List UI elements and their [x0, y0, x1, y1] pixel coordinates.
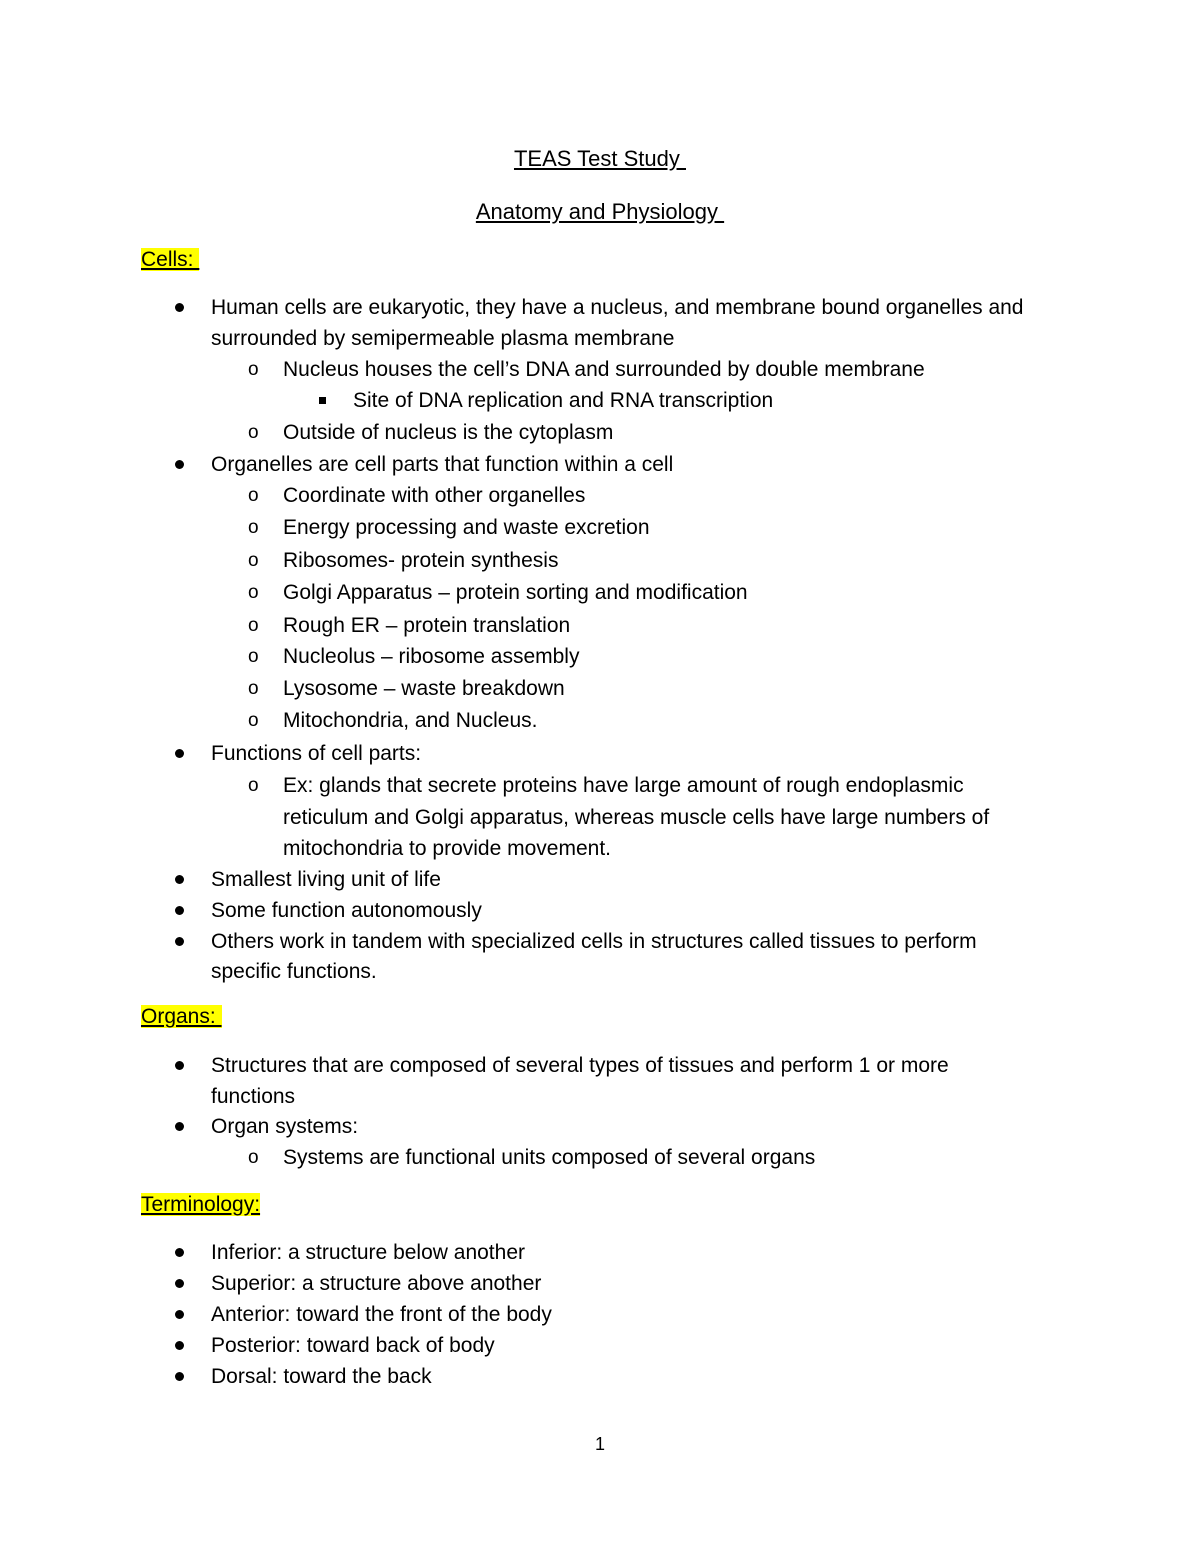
list-item-continuation: surrounded by semipermeable plasma membrane: [211, 327, 675, 350]
sub-list-item-continuation: mitochondria to provide movement.: [283, 837, 611, 860]
sub-list-item: Nucleolus – ribosome assembly: [283, 645, 580, 668]
bullet-circle: o: [248, 775, 259, 796]
bullet-disc: [175, 926, 184, 946]
list-item: Anterior: toward the front of the body: [211, 1303, 552, 1326]
bullet-circle: o: [248, 517, 259, 538]
list-item: Structures that are composed of several types of tissues and perform 1 or more: [211, 1054, 949, 1077]
bullet-circle: o: [248, 678, 259, 699]
bullet-disc: [175, 1050, 184, 1070]
bullet-circle: o: [248, 550, 259, 571]
bullet-disc: [175, 738, 184, 758]
list-item: Others work in tandem with specialized cells in structures called tissues to perform: [211, 930, 977, 953]
sub-list-item: Ex: glands that secrete proteins have large amount of rough endoplasmic: [283, 774, 964, 797]
sub-list-item: Outside of nucleus is the cytoplasm: [283, 421, 614, 444]
sub-list-item: Golgi Apparatus – protein sorting and modification: [283, 581, 748, 604]
bullet-circle: o: [248, 646, 259, 667]
bullet-circle: o: [248, 1147, 259, 1168]
sub-list-item: Lysosome – waste breakdown: [283, 677, 565, 700]
list-item: Functions of cell parts:: [211, 742, 422, 765]
section-heading-cells: [141, 248, 199, 272]
list-item-continuation: functions: [211, 1085, 296, 1108]
sub-list-item-continuation: reticulum and Golgi apparatus, whereas muscle cells have large numbers of: [283, 806, 990, 829]
bullet-disc: [175, 449, 184, 469]
sub-list-item: Nucleus houses the cell’s DNA and surrounded by double membrane: [283, 358, 925, 381]
bullet-disc: [175, 864, 184, 884]
list-item: Dorsal: toward the back: [211, 1365, 432, 1388]
bullet-disc: [175, 1299, 184, 1319]
bullet-disc: [175, 292, 184, 312]
bullet-circle: o: [248, 582, 259, 603]
list-item: Posterior: toward back of body: [211, 1334, 495, 1357]
sub-list-item: Mitochondria, and Nucleus.: [283, 709, 538, 732]
section-heading-terminology: [141, 1193, 260, 1217]
list-item: Organelles are cell parts that function within a cell: [211, 453, 674, 476]
list-item: Inferior: a structure below another: [211, 1241, 525, 1264]
sub-list-item: Ribosomes- protein synthesis: [283, 549, 559, 572]
bullet-circle: o: [248, 615, 259, 636]
bullet-disc: [175, 1237, 184, 1257]
heading-highlight: Terminology:: [141, 1193, 261, 1216]
bullet-disc: [175, 1330, 184, 1350]
list-item: Human cells are eukaryotic, they have a nucleus, and membrane bound organelles and: [211, 296, 1024, 319]
bullet-circle: o: [248, 710, 259, 731]
bullet-circle: o: [248, 422, 259, 443]
list-item: Superior: a structure above another: [211, 1272, 542, 1295]
sub-list-item: Energy processing and waste excretion: [283, 516, 650, 539]
list-item: Smallest living unit of life: [211, 868, 441, 891]
sub-list-item: Coordinate with other organelles: [283, 484, 586, 507]
bullet-square: [319, 385, 326, 404]
section-heading-organs: [141, 1005, 222, 1029]
sub-list-item: Systems are functional units composed of several organs: [283, 1146, 816, 1169]
list-item: Organ systems:: [211, 1115, 359, 1138]
list-item-continuation: specific functions.: [211, 960, 377, 983]
heading-highlight: Organs:: [141, 1005, 222, 1028]
bullet-disc: [175, 1268, 184, 1288]
bullet-circle: o: [248, 485, 259, 506]
sub-list-item: Rough ER – protein translation: [283, 614, 571, 637]
sub-sub-list-item: Site of DNA replication and RNA transcription: [353, 389, 774, 412]
bullet-disc: [175, 895, 184, 915]
list-item: Some function autonomously: [211, 899, 482, 922]
document-subtitle: Anatomy and Physiology: [475, 199, 725, 224]
document-title: TEAS Test Study: [513, 146, 686, 171]
bullet-disc: [175, 1361, 184, 1381]
heading-highlight: Cells:: [141, 248, 200, 271]
bullet-circle: o: [248, 359, 259, 380]
bullet-disc: [175, 1111, 184, 1131]
page-number: 1: [594, 1434, 605, 1454]
